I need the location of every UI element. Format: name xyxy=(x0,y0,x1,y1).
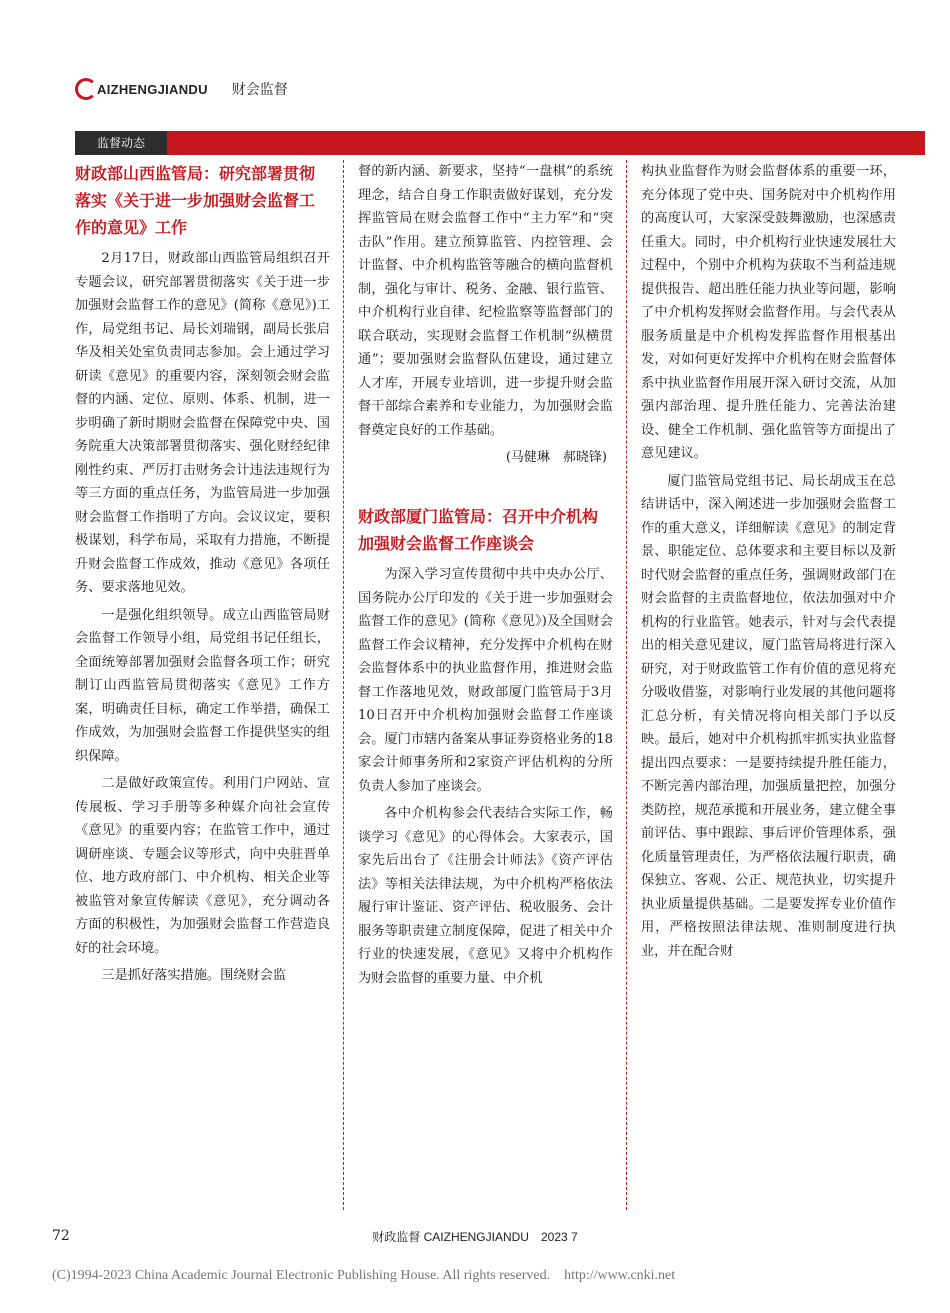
brand-english: AIZHENGJIANDU xyxy=(97,81,208,97)
column-divider xyxy=(343,160,345,1210)
column-1 xyxy=(75,160,330,1210)
article2-paragraph: 为深入学习宣传贯彻中共中央办公厅、国务院办公厅印发的《关于进一步加强财会监督工作的意见》(简称《意见》)及全国财会监督工作会议精神，充分发挥中介机构在财会监督体系中的执业监督作用，推进财会监督工作落地见效，财政部厦门监管局于3月10日召开中介机构加强财会监督工作座谈会。厦门市辖内备案从事证券资格业务的18家会计师事务所和2家资产评估机构的分所负责人参加了座谈会。 xyxy=(358,567,613,794)
column-divider xyxy=(626,160,628,1210)
article2-title: 财政部厦门监管局：召开中介机构加强财会监督工作座谈会 xyxy=(358,507,599,553)
journal-footer: 财政监督 CAIZHENGJIANDU 2023 7 xyxy=(372,1230,578,1244)
article1-paragraph: 三是抓好落实措施。围绕财会监 xyxy=(101,968,287,983)
article1-paragraph: 督的新内涵、新要求，坚持“一盘棋”的系统理念，结合自身工作职责做好谋划，充分发挥监管局在财会监督工作中“主力军”和“突击队”作用。建立预算监管、内控管理、会计监督、中介机构监管等融合的横向监督机制，强化与审计、税务、金融、银行监管、中介机构行业自律、纪检监察等监督部门的联合联动，实现财会监督工作机制“纵横贯通”；要加强财会监督队伍建设，通过建立人才库，开展专业培训，进一步提升财会监督干部综合素养和专业能力，为加强财会监督奠定良好的工作基础。 xyxy=(358,164,613,438)
article1-paragraph: 2月17日，财政部山西监管局组织召开专题会议，研究部署贯彻落实《关于进一步加强财会监督工作的意见》(简称《意见》)工作，局党组书记、局长刘瑞钢，副局长张启华及相关处室负责同志参加。会上通过学习研读《意见》的重要内容，深刻领会财会监督的内涵、定位、原则、体系、机制，进一步明确了新时期财会监督在保障党中央、国务院重大决策部署贯彻落实、强化财经纪律刚性约束、严厉打击财务会计违法违规行为等三方面的重点任务，为监管局进一步加强财会监督工作指明了方向。会议议定，要积极谋划，科学布局，采取有力措施，不断提升财会监督工作成效，推动《意见》各项任务、要求落地见效。 xyxy=(75,251,330,595)
article1-title: 财政部山西监管局：研究部署贯彻落实《关于进一步加强财会监督工作的意见》工作 xyxy=(75,164,316,237)
article2-paragraph: 厦门监管局党组书记、局长胡成玉在总结讲话中，深入阐述进一步加强财会监督工作的重大意义，详细解读《意见》的制定背景、职能定位、总体要求和主要目标以及新时代财会监督的重点任务，强调财政部门在财会监督的主责监督地位，依法加强对中介机构的行业监管。她表示，针对与会代表提出的相关意见建议，厦门监管局将进行深入研究，对于财政监管工作有价值的意见将充分吸收借鉴，对影响行业发展的其他问题将汇总分析，有关情况将向相关部门予以反映。最后，她对中介机构抓牢抓实执业监督提出四点要求：一是要持续提升胜任能力，不断完善内部治理，加强质量把控，加强分类防控，规范承揽和开展业务，建立健全事前评估、事中跟踪、事后评价管理体系，强化质量管理责任，为严格依法履行职责，确保独立、客观、公正、规范执业，切实提升执业质量提供基础。二是要发挥专业价值作用，严格按照法律法规、准则制度进行执业，并在配合财 xyxy=(641,473,896,959)
article1-paragraph: 一是强化组织领导。成立山西监管局财会监督工作领导小组，局党组书记任组长，全面统筹部署加强财会监督各项工作；研究制订山西监管局贯彻落实《意见》工作方案，明确责任目标，确定工作举措，确保工作成效，为加强财会监督工作提供坚实的组织保障。 xyxy=(75,607,330,764)
article1-byline: (马健琳 郝晓锋) xyxy=(505,450,607,465)
journal-logo xyxy=(75,78,288,100)
page-number: 72 xyxy=(52,1228,70,1244)
brand-chinese: 财会监督 xyxy=(231,82,288,98)
column-2 xyxy=(358,160,613,1210)
section-bar xyxy=(75,131,925,155)
article2-paragraph: 构执业监督作为财会监督体系的重要一环，充分体现了党中央、国务院对中介机构作用的高度认可，大家深受鼓舞激励，也深感责任重大。同时，中介机构行业快速发展壮大过程中，个别中介机构为获取不当利益违规提供报告、超出胜任能力执业等问题，影响了中介机构发挥财会监督作用。与会代表从服务质量是中介机构发挥监督作用根基出发，对如何更好发挥中介机构在财会监督体系中执业监督作用展开深入研讨交流，从加强内部治理、提升胜任能力、完善法治建设、健全工作机制、强化监管等方面提出了意见建议。 xyxy=(641,164,896,461)
section-label: 监督动态 xyxy=(75,131,167,155)
article1-paragraph: 二是做好政策宣传。利用门户网站、宣传展板、学习手册等多种媒介向社会宣传《意见》的重要内容；在监管工作中，通过调研座谈、专题会议等形式，向中央驻晋单位、地方政府部门、中介机构、相关企业等被监管对象宣传解读《意见》，充分调动各方面的积极性，为加强财会监督工作营造良好的社会环境。 xyxy=(75,776,330,956)
copyright-line: (C)1994-2023 China Academic Journal Electronic Publishing House. All rights reserved. http://www.cnki.net xyxy=(52,1268,676,1283)
article2-paragraph: 各中介机构参会代表结合实际工作，畅谈学习《意见》的心得体会。大家表示，国家先后出台了《注册会计师法》《资产评估法》等相关法律法规，为中介机构严格依法履行审计鉴证、资产评估、税收服务、会计服务等职责建立制度保障，促进了相关中介行业的快速发展，《意见》又将中介机构作为财会监督的重要力量、中介机 xyxy=(358,806,613,986)
logo-c-mark xyxy=(75,78,95,100)
column-3 xyxy=(641,160,896,1210)
